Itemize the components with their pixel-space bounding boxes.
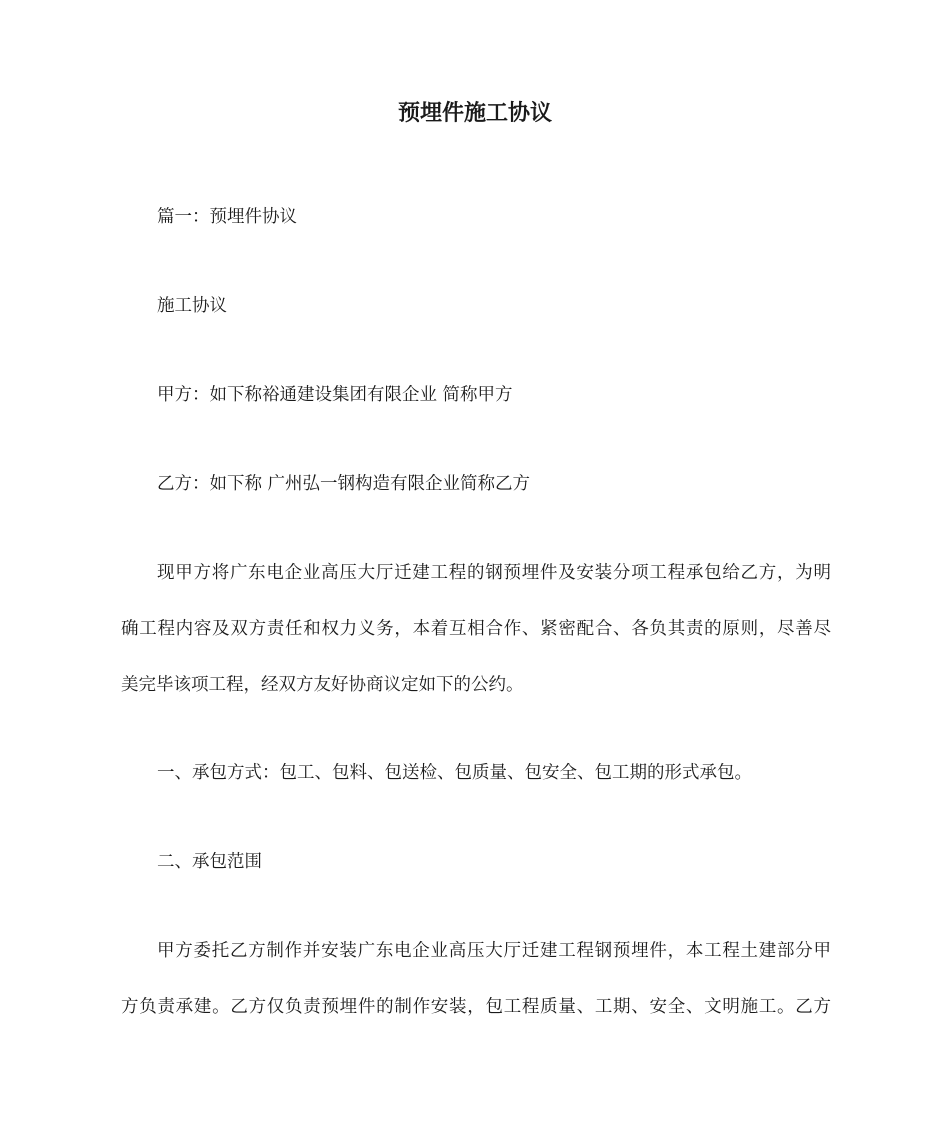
- document-title: 预埋件施工协议: [397, 101, 552, 126]
- clause-contract-method: 一、承包方式：包工、包料、包送检、包质量、包安全、包工期的形式承包。: [157, 763, 752, 783]
- paragraph-scope-line-2: 方负责承建。乙方仅负责预埋件的制作安装，包工程质量、工期、安全、文明施工。乙方: [121, 997, 831, 1017]
- section-heading-agreement: 施工协议: [157, 296, 227, 316]
- paragraph-intro-line-3: 美完毕该项工程，经双方友好协商议定如下的公约。: [121, 675, 524, 695]
- clause-contract-scope-heading: 二、承包范围: [157, 852, 262, 872]
- party-b-line: 乙方：如下称 广州弘一钢构造有限企业简称乙方: [157, 474, 531, 494]
- party-a-line: 甲方：如下称裕通建设集团有限企业 简称甲方: [157, 385, 513, 405]
- paragraph-intro-line-1: 现甲方将广东电企业高压大厅迁建工程的钢预埋件及安装分项工程承包给乙方，为明: [157, 563, 831, 583]
- section-heading-part-one: 篇一：预埋件协议: [157, 207, 297, 227]
- paragraph-intro-line-2: 确工程内容及双方责任和权力义务，本着互相合作、紧密配合、各负其责的原则，尽善尽: [121, 619, 831, 639]
- paragraph-scope-line-1: 甲方委托乙方制作并安装广东电企业高压大厅迁建工程钢预埋件，本工程土建部分甲: [157, 941, 831, 961]
